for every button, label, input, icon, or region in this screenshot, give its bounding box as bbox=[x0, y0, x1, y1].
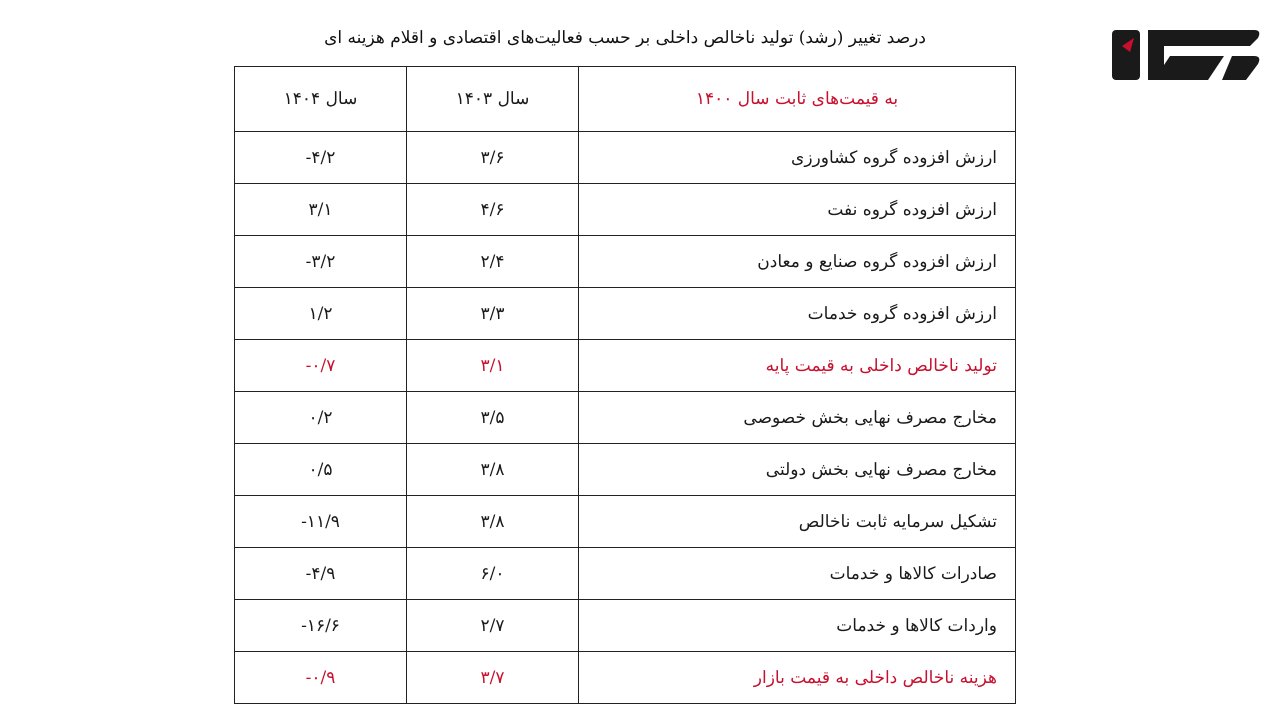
value-1403: ۳/۳ bbox=[407, 288, 579, 340]
table-row bbox=[235, 444, 1016, 496]
value-1403: ۳/۱ bbox=[407, 340, 579, 392]
table-row bbox=[235, 236, 1016, 288]
table-row bbox=[235, 184, 1016, 236]
value-1403: ۲/۷ bbox=[407, 600, 579, 652]
row-label: مخارج مصرف نهایی بخش خصوصی bbox=[579, 392, 1016, 444]
table-row bbox=[235, 548, 1016, 600]
row-label: ارزش افزوده گروه خدمات bbox=[579, 288, 1016, 340]
value-1404: ۱/۲ bbox=[235, 288, 407, 340]
table-row bbox=[235, 652, 1016, 704]
header-base-prices: به قیمت‌های ثابت سال ۱۴۰۰ bbox=[579, 67, 1016, 132]
value-1404: -۱۶/۶ bbox=[235, 600, 407, 652]
row-label: ارزش افزوده گروه کشاورزی bbox=[579, 132, 1016, 184]
value-1404: ۰/۲ bbox=[235, 392, 407, 444]
row-label: هزینه ناخالص داخلی به قیمت بازار bbox=[579, 652, 1016, 704]
value-1404: -۴/۲ bbox=[235, 132, 407, 184]
header-year-1403: سال ۱۴۰۳ bbox=[407, 67, 579, 132]
table-row bbox=[235, 496, 1016, 548]
page-title: درصد تغییر (رشد) تولید ناخالص داخلی بر حسب فعالیت‌های اقتصادی و اقلام هزینه ای bbox=[324, 28, 926, 48]
value-1404: -۴/۹ bbox=[235, 548, 407, 600]
value-1403: ۳/۷ bbox=[407, 652, 579, 704]
table-row bbox=[235, 600, 1016, 652]
row-label: صادرات کالاها و خدمات bbox=[579, 548, 1016, 600]
value-1404: -۳/۲ bbox=[235, 236, 407, 288]
value-1404: -۰/۹ bbox=[235, 652, 407, 704]
row-label: تشکیل سرمایه ثابت ناخالص bbox=[579, 496, 1016, 548]
value-1403: ۳/۵ bbox=[407, 392, 579, 444]
row-label: مخارج مصرف نهایی بخش دولتی bbox=[579, 444, 1016, 496]
table-header-row bbox=[235, 67, 1016, 132]
value-1404: ۰/۵ bbox=[235, 444, 407, 496]
value-1404: -۰/۷ bbox=[235, 340, 407, 392]
rokna-logo[interactable] bbox=[1104, 16, 1266, 86]
table-row bbox=[235, 288, 1016, 340]
value-1403: ۲/۴ bbox=[407, 236, 579, 288]
header-year-1404: سال ۱۴۰۴ bbox=[235, 67, 407, 132]
value-1403: ۴/۶ bbox=[407, 184, 579, 236]
row-label: تولید ناخالص داخلی به قیمت پایه bbox=[579, 340, 1016, 392]
value-1404: -۱۱/۹ bbox=[235, 496, 407, 548]
value-1403: ۳/۶ bbox=[407, 132, 579, 184]
value-1403: ۳/۸ bbox=[407, 444, 579, 496]
row-label: واردات کالاها و خدمات bbox=[579, 600, 1016, 652]
table-row bbox=[235, 132, 1016, 184]
row-label: ارزش افزوده گروه نفت bbox=[579, 184, 1016, 236]
value-1403: ۶/۰ bbox=[407, 548, 579, 600]
table-row bbox=[235, 392, 1016, 444]
value-1403: ۳/۸ bbox=[407, 496, 579, 548]
row-label: ارزش افزوده گروه صنایع و معادن bbox=[579, 236, 1016, 288]
value-1404: ۳/۱ bbox=[235, 184, 407, 236]
table-row bbox=[235, 340, 1016, 392]
gdp-growth-table bbox=[234, 66, 1016, 704]
logo-icon bbox=[1104, 16, 1266, 86]
